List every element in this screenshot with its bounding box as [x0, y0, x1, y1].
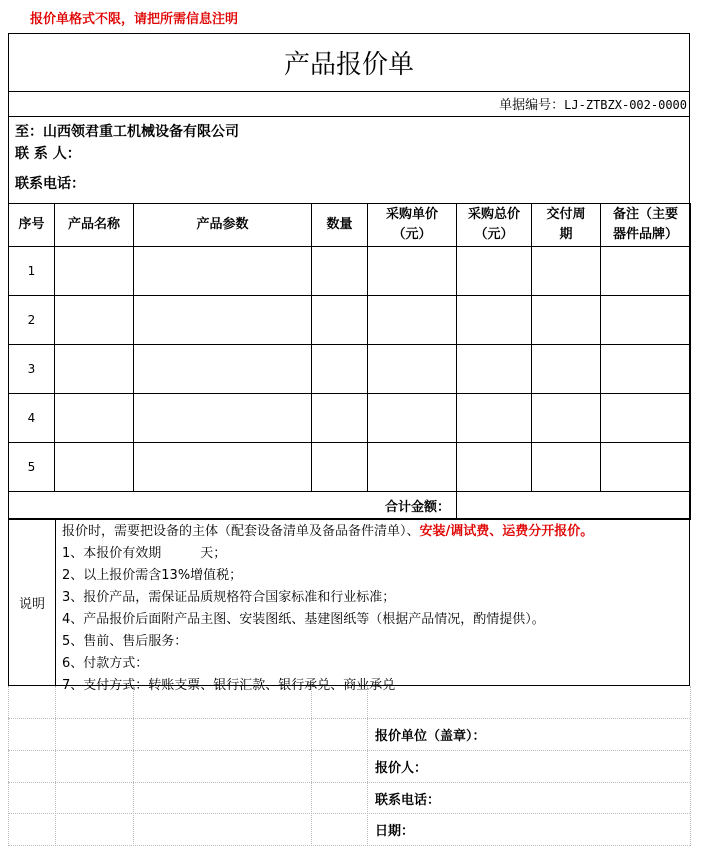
- cell-total-price[interactable]: [457, 443, 532, 492]
- doc-number-value: LJ-ZTBZX-002-0000: [564, 98, 687, 112]
- cell-quantity[interactable]: [312, 247, 368, 296]
- notes-item: 6、付款方式：: [62, 656, 149, 671]
- notes-intro: 报价时，需要把设备的主体（配套设备清单及备品备件清单）、安装/调试费、运费分开报价。: [62, 524, 594, 539]
- format-notice: 报价单格式不限，请把所需信息注明: [30, 12, 239, 27]
- row-seq: 1: [9, 247, 55, 296]
- notes-item: 3、报价产品，需保证品质规格符合国家标准和行业标准；: [62, 590, 396, 605]
- cell-unit-price[interactable]: [368, 345, 457, 394]
- notes-intro-emphasis: 安装/调试费、运费分开报价。: [419, 524, 594, 539]
- header-remarks: 备注（主要 器件品牌）: [601, 204, 691, 247]
- cell-unit-price[interactable]: [368, 443, 457, 492]
- contact-person-label: 联 系 人：: [15, 146, 81, 162]
- cell-quantity[interactable]: [312, 345, 368, 394]
- notes-section: [8, 518, 690, 693]
- product-table: [8, 203, 691, 520]
- gridline: [311, 686, 312, 846]
- table-row: [9, 345, 691, 394]
- table-row: [9, 247, 691, 296]
- cell-total-price[interactable]: [457, 247, 532, 296]
- gridline: [8, 750, 690, 751]
- header-product-name: 产品名称: [55, 204, 134, 247]
- cell-remarks[interactable]: [601, 443, 691, 492]
- form-title: 产品报价单: [283, 49, 414, 80]
- cell-product-params[interactable]: [134, 296, 312, 345]
- recipient-line: 至：山西领君重工机械设备有限公司: [15, 124, 239, 140]
- total-amount-label: 合计金额：: [9, 492, 457, 520]
- gridline: [690, 686, 691, 846]
- notes-item: 1、本报价有效期 天；: [62, 546, 227, 561]
- gridline: [8, 813, 690, 814]
- cell-product-name[interactable]: [55, 443, 134, 492]
- notes-label: 说明: [9, 519, 56, 685]
- title-divider: [8, 91, 690, 92]
- cell-product-name[interactable]: [55, 394, 134, 443]
- cell-remarks[interactable]: [601, 247, 691, 296]
- signature-date-label: 日期：: [375, 824, 415, 839]
- total-amount-value[interactable]: [457, 492, 691, 520]
- header-delivery-period: 交付周 期: [532, 204, 601, 247]
- cell-product-params[interactable]: [134, 443, 312, 492]
- header-quantity: 数量: [312, 204, 368, 247]
- header-unit-price: 采购单价 （元）: [368, 204, 457, 247]
- table-row: [9, 443, 691, 492]
- row-seq: 2: [9, 296, 55, 345]
- cell-quantity[interactable]: [312, 296, 368, 345]
- quoting-unit-label: 报价单位（盖章）：: [375, 729, 486, 744]
- cell-unit-price[interactable]: [368, 247, 457, 296]
- row-seq: 5: [9, 443, 55, 492]
- quoter-label: 报价人：: [375, 761, 428, 776]
- cell-total-price[interactable]: [457, 345, 532, 394]
- table-header-row: [9, 204, 691, 247]
- gridline: [8, 782, 690, 783]
- notes-item: 5、售前、售后服务：: [62, 634, 188, 649]
- table-row: [9, 296, 691, 345]
- gridline: [8, 845, 690, 846]
- contact-phone-label: 联系电话：: [15, 176, 85, 192]
- cell-product-params[interactable]: [134, 247, 312, 296]
- row-seq: 4: [9, 394, 55, 443]
- cell-total-price[interactable]: [457, 394, 532, 443]
- cell-quantity[interactable]: [312, 394, 368, 443]
- gridline: [8, 686, 9, 846]
- docno-divider: [8, 116, 690, 117]
- doc-number-line: [499, 94, 687, 113]
- cell-quantity[interactable]: [312, 443, 368, 492]
- cell-product-params[interactable]: [134, 394, 312, 443]
- gridline: [133, 686, 134, 846]
- doc-number-label: 单据编号：: [499, 98, 565, 113]
- cell-remarks[interactable]: [601, 296, 691, 345]
- row-seq: 3: [9, 345, 55, 394]
- gridline: [55, 686, 56, 846]
- notes-item: 4、产品报价后面附产品主图、安装图纸、基建图纸等（根据产品情况，酌情提供）。: [62, 612, 545, 627]
- cell-delivery-period[interactable]: [532, 345, 601, 394]
- cell-product-name[interactable]: [55, 345, 134, 394]
- header-product-params: 产品参数: [134, 204, 312, 247]
- cell-remarks[interactable]: [601, 345, 691, 394]
- header-total-price: 采购总价 （元）: [457, 204, 532, 247]
- signature-phone-label: 联系电话：: [375, 793, 441, 808]
- notes-body: [62, 521, 593, 697]
- gridline: [8, 718, 690, 719]
- cell-unit-price[interactable]: [368, 394, 457, 443]
- cell-delivery-period[interactable]: [532, 247, 601, 296]
- cell-product-name[interactable]: [55, 247, 134, 296]
- cell-product-name[interactable]: [55, 296, 134, 345]
- cell-total-price[interactable]: [457, 296, 532, 345]
- cell-delivery-period[interactable]: [532, 394, 601, 443]
- notes-item: 7、支付方式：转账支票、银行汇款、银行承兑、商业承兑: [62, 678, 396, 693]
- cell-unit-price[interactable]: [368, 296, 457, 345]
- cell-product-params[interactable]: [134, 345, 312, 394]
- notes-item: 2、以上报价需含13%增值税；: [62, 568, 243, 583]
- cell-remarks[interactable]: [601, 394, 691, 443]
- cell-delivery-period[interactable]: [532, 443, 601, 492]
- gridline: [367, 686, 368, 846]
- total-row: [9, 492, 691, 520]
- table-row: [9, 394, 691, 443]
- header-seq: 序号: [9, 204, 55, 247]
- cell-delivery-period[interactable]: [532, 296, 601, 345]
